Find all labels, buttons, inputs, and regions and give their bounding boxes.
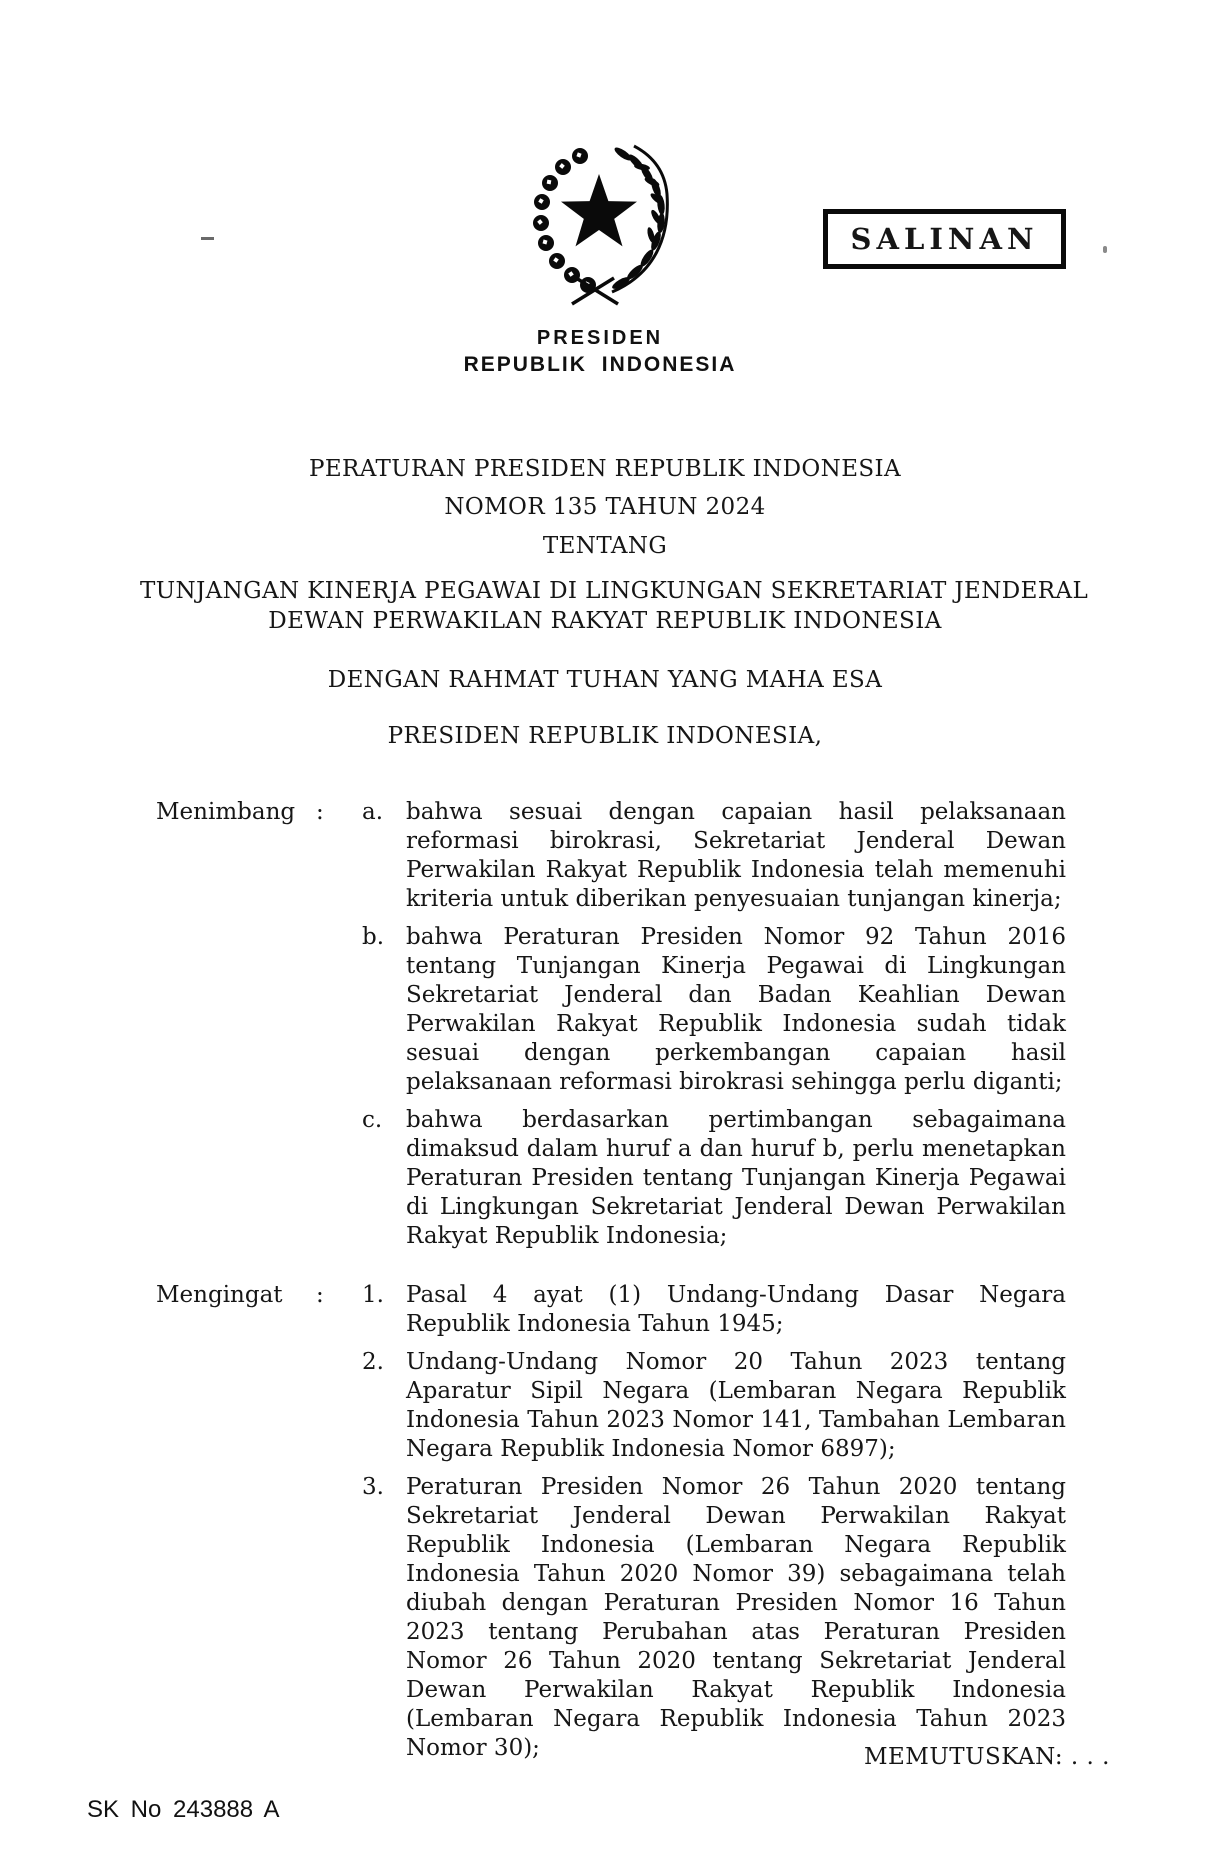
presidential-emblem-icon (514, 132, 684, 310)
mengingat-colon: : (316, 1282, 324, 1308)
menimbang-items (362, 798, 1068, 1251)
item-text: bahwa sesuai dengan capaian hasil pelaksanaan reformasi birokrasi, Sekretariat Jenderal Dewan Perwakilan Rakyat Republik Indonesia telah memenuhi kriteria untuk diberikan penyesuaian tunjangan kinerja; (406, 799, 1066, 912)
menimbang-label: Menimbang (156, 799, 296, 825)
mengingat-items (362, 1281, 1068, 1763)
star-icon (561, 174, 637, 246)
item-marker: 3. (362, 1474, 384, 1500)
menimbang-item (362, 798, 1068, 914)
item-marker: b. (362, 924, 385, 950)
title-issuer: PRESIDEN REPUBLIK INDONESIA, (387, 723, 823, 749)
item-text: Pasal 4 ayat (1) Undang-Undang Dasar Negara Republik Indonesia Tahun 1945; (406, 1282, 1066, 1337)
title-invocation: DENGAN RAHMAT TUHAN YANG MAHA ESA (327, 667, 883, 693)
item-marker: a. (362, 799, 384, 825)
mengingat-item (362, 1473, 1068, 1763)
mengingat-section (156, 1281, 1068, 1763)
letterhead-republik-indonesia: REPUBLIK INDONESIA (463, 353, 737, 376)
title-about-label: TENTANG (542, 533, 668, 559)
salinan-stamp (823, 209, 1066, 269)
scan-artifact (1103, 246, 1107, 253)
title-number: NOMOR 135 TAHUN 2024 (444, 494, 766, 520)
item-text: bahwa Peraturan Presiden Nomor 92 Tahun 2016 tentang Tunjangan Kinerja Pegawai di Lingkungan Sekretariat Jenderal dan Badan Keahlian Dewan Perwakilan Rakyat Republik Indonesia sudah tidak sesuai dengan perkembangan capaian hasil pelaksanaan reformasi birokrasi sehingga perlu diganti; (406, 924, 1066, 1095)
letterhead (420, 326, 780, 377)
item-marker: 2. (362, 1349, 384, 1375)
item-text: Undang-Undang Nomor 20 Tahun 2023 tentang Aparatur Sipil Negara (Lembaran Negara Republik Indonesia Tahun 2023 Nomor 141, Tambahan Lembaran Negara Republik Indonesia Nomor 6897); (406, 1349, 1066, 1462)
menimbang-item (362, 1106, 1068, 1251)
salinan-stamp-label: SALINAN (850, 222, 1039, 256)
title-regulation: PERATURAN PRESIDEN REPUBLIK INDONESIA (308, 456, 902, 482)
menimbang-section (156, 798, 1068, 1251)
item-marker: c. (362, 1107, 383, 1133)
sk-number-footer: SK No 243888 A (87, 1796, 280, 1823)
menimbang-item (362, 923, 1068, 1097)
scan-artifact (201, 237, 214, 240)
mengingat-item (362, 1281, 1068, 1339)
memutuskan-catchword: MEMUTUSKAN: . . . (863, 1744, 1110, 1770)
item-text: Peraturan Presiden Nomor 26 Tahun 2020 tentang Sekretariat Jenderal Dewan Perwakilan Rakyat Republik Indonesia (Lembaran Negara Republik Indonesia Tahun 2020 Nomor 39) sebagaimana telah diubah dengan Peraturan Presiden Nomor 16 Tahun 2023 tentang Perubahan atas Peraturan Presiden Nomor 26 Tahun 2020 tentang Sekretariat Jenderal Dewan Perwakilan Rakyat Republik Indonesia (Lembaran Negara Republik Indonesia Tahun 2023 Nomor 30); (406, 1474, 1066, 1761)
mengingat-item (362, 1348, 1068, 1464)
letterhead-presiden: PRESIDEN (536, 327, 664, 349)
item-text: bahwa berdasarkan pertimbangan sebagaimana dimaksud dalam huruf a dan huruf b, perlu menetapkan Peraturan Presiden tentang Tunjangan Kinerja Pegawai di Lingkungan Sekretariat Jenderal Dewan Perwakilan Rakyat Republik Indonesia; (406, 1107, 1066, 1249)
item-marker: 1. (362, 1282, 384, 1308)
mengingat-label: Mengingat (156, 1282, 283, 1308)
title-subject-line-1: TUNJANGAN KINERJA PEGAWAI DI LINGKUNGAN SEKRETARIAT JENDERAL (140, 578, 1089, 604)
title-subject (140, 576, 1089, 636)
title-subject-line-2: DEWAN PERWAKILAN RAKYAT REPUBLIK INDONESIA (268, 608, 942, 634)
menimbang-colon: : (316, 799, 324, 825)
